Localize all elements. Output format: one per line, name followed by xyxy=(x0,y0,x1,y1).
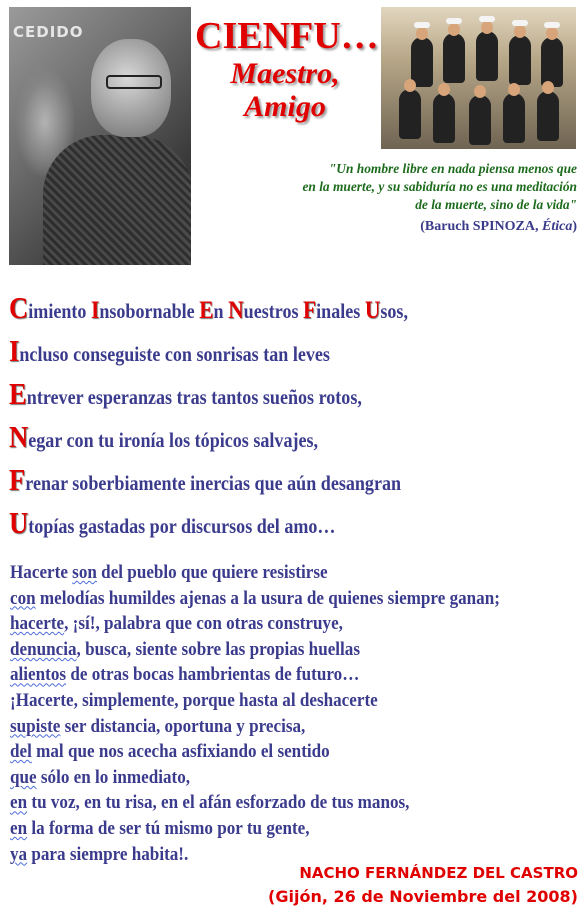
acrostic-initial: U xyxy=(364,297,381,324)
page-title: CIENFU… xyxy=(195,15,379,57)
acrostic-text: topías gastadas por discursos del amo… xyxy=(28,514,336,538)
acrostic-text: imiento xyxy=(28,299,91,323)
poem-line: alientos de otras bocas hambrientas de futuro… xyxy=(10,664,360,686)
poem-line: supiste ser distancia, oportuna y precisa, xyxy=(10,715,306,737)
poem-line: en tu voz, en tu risa, en el afán esforzado de tus manos, xyxy=(10,792,410,814)
acrostic-stanza xyxy=(9,286,584,544)
poem-line: denuncia, busca, siente sobre las propias huellas xyxy=(10,638,361,660)
poem-line: hacerte, ¡sí!, palabra que con otras construye, xyxy=(10,613,343,635)
acrostic-initial: F xyxy=(9,462,26,497)
quote-source-close: ) xyxy=(572,219,577,234)
portrait-body xyxy=(43,135,191,265)
band-group-photo xyxy=(381,7,576,149)
acrostic-line xyxy=(9,415,504,458)
acrostic-text: ncluso conseguiste con sonrisas tan leves xyxy=(19,342,330,366)
author-name: NACHO FERNÁNDEZ DEL CASTRO xyxy=(299,864,578,882)
acrostic-text: egar con tu ironía los tópicos salvajes, xyxy=(28,428,319,452)
quote-source xyxy=(420,219,577,235)
quote-source-author: (Baruch SPINOZA, xyxy=(420,219,542,234)
portrait-photo xyxy=(9,7,191,265)
poem-line: Hacerte son del pueblo que quiere resistirse xyxy=(10,562,328,583)
poem-stanza xyxy=(10,560,585,867)
acrostic-initial: E xyxy=(9,376,27,411)
poem-line: ¡Hacerte, simplemente, porque hasta al deshacerte xyxy=(10,689,378,711)
acrostic-line xyxy=(9,458,504,501)
subtitle-amigo: Amigo xyxy=(244,90,326,123)
acrostic-initial: N xyxy=(9,419,29,454)
photo-sign-text: CEDIDO xyxy=(13,23,84,41)
title-block xyxy=(195,15,379,123)
acrostic-initial: U xyxy=(9,505,29,540)
poem-line: ya para siempre habita!. xyxy=(10,843,189,865)
acrostic-text: n xyxy=(213,299,229,323)
acrostic-initial: N xyxy=(228,297,244,324)
acrostic-text: sos, xyxy=(380,299,408,323)
acrostic-line xyxy=(9,372,504,415)
acrostic-line xyxy=(9,329,504,372)
acrostic-line xyxy=(9,286,504,329)
quote-line: en la muerte, y su sabiduría no es una meditación xyxy=(302,179,577,194)
quote-line: "Un hombre libre en nada piensa menos que xyxy=(328,161,577,176)
acrostic-initial: I xyxy=(90,297,100,324)
acrostic-line xyxy=(9,501,504,544)
author-place-date: (Gijón, 26 de Noviembre del 2008) xyxy=(268,887,578,906)
acrostic-text: renar soberbiamente inercias que aún desangran xyxy=(25,471,402,495)
acrostic-initial: I xyxy=(9,333,20,368)
quote-line: de la muerte, sino de la vida" xyxy=(415,197,577,212)
acrostic-initial: F xyxy=(303,297,317,324)
portrait-glasses xyxy=(106,75,162,89)
acrostic-text: ntrever esperanzas tras tantos sueños rotos, xyxy=(26,385,362,409)
poem-line: en la forma de ser tú mismo por tu gente, xyxy=(10,817,310,839)
acrostic-initial: C xyxy=(9,290,29,325)
acrostic-text: nsobornable xyxy=(99,299,200,323)
acrostic-text: inales xyxy=(316,299,365,323)
acrostic-text: uestros xyxy=(243,299,304,323)
spinoza-quote xyxy=(247,160,577,214)
acrostic-initial: E xyxy=(199,297,214,324)
poem-line: con melodías humildes ajenas a la usura de quienes siempre ganan; xyxy=(10,587,500,609)
poem-line: que sólo en lo inmediato, xyxy=(10,766,191,788)
poem-line: del mal que nos acecha asfixiando el sentido xyxy=(10,741,330,763)
quote-source-work: Ética xyxy=(541,219,573,234)
subtitle-maestro: Maestro, xyxy=(230,57,340,90)
